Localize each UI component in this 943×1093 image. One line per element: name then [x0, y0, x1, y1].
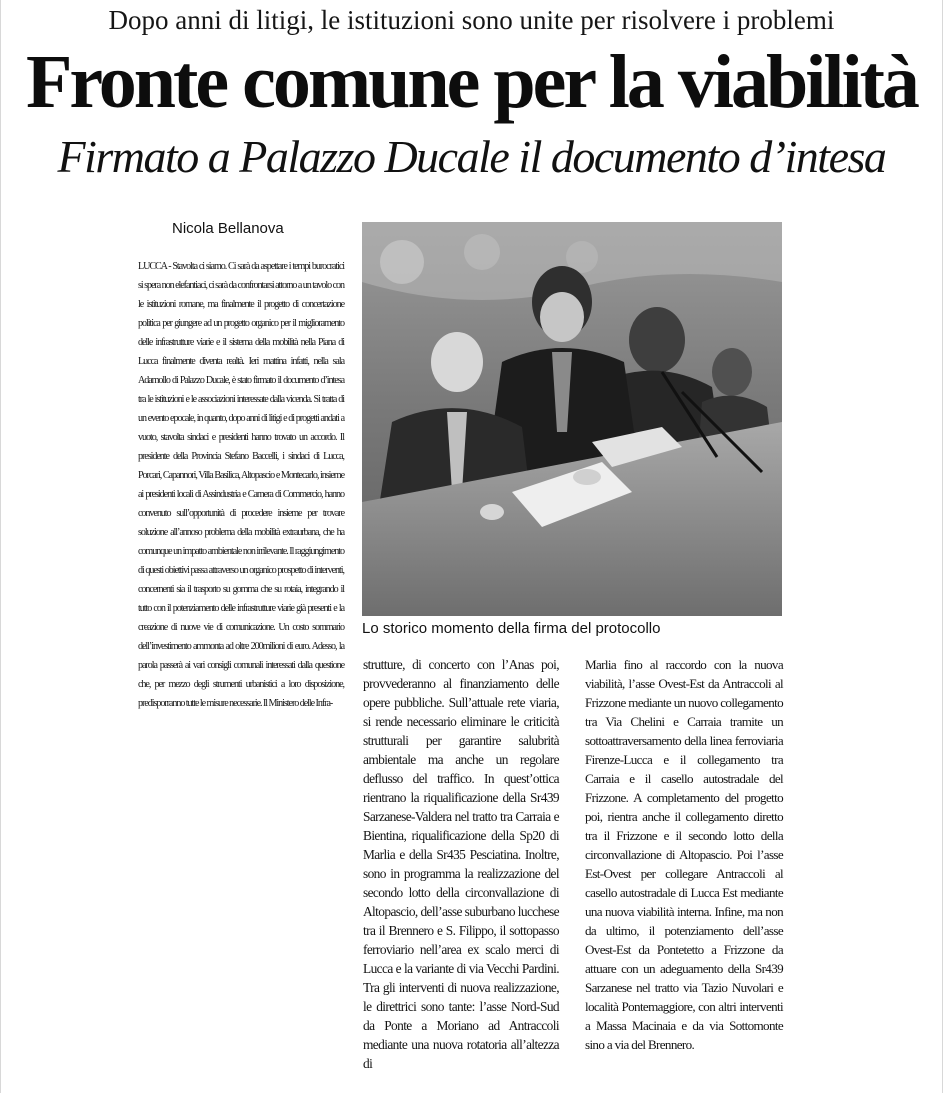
- column-3-text: Marlia fino al raccordo con la nuova viabilità, l’asse Ovest-Est da Antraccoli al Frizzone mediante un nuovo collegamento tra Via Chelini e Carraia tramite un sottoattraversamento della linea ferroviaria Firenze-Lucca e il collegamento tra Carraia e il casello autostradale del Frizzone. A completamento del progetto poi, rientra anche il collegamento diretto tra il Frizzone e il secondo lotto della circonvallazione di Altopascio. Poi l’asse Est-Ovest per collegare Antraccoli al casello autostradale di Lucca Est mediante una nuova viabilità interna. Infine, ma non da ultimo, il potenziamento dell’asse Ovest-Est da Pontetetto a Frizzone da attuare con un adeguamento della Sr439 Sarzanese nel tratto via Tazio Nuvolari e località Pontemaggiore, con altri interventi a Massa Macinaia e da via Sottomonte sino a via del Brennero.: [585, 657, 783, 1052]
- byline: Nicola Bellanova: [172, 220, 284, 237]
- article-column-2: [363, 655, 559, 1073]
- kicker: Dopo anni di litigi, le istituzioni sono unite per risolvere i problemi: [108, 5, 835, 35]
- article-column-1: [138, 257, 344, 713]
- signing-photo: [362, 222, 782, 616]
- column-1-text: LUCCA - Stavolta ci siamo. Ci sarà da aspettare i tempi burocratici si spera non elefantiaci, ci sarà da confrontarsi attorno a un tavolo con le istituzioni romane, ma finalmente il progetto di concertazione politica per giungere ad un progetto organico per il miglioramento delle infrastrutture viarie e il sistema della mobilità nella Piana di Lucca finalmente diventa realtà. Ieri mattina infatti, nella sala Adamollo di Palazzo Ducale, è stato firmato il documento d’intesa tra le istituzioni e le associazioni interessate dalla vicenda. Si tratta di un evento epocale, in quanto, dopo anni di litigi e di progetti andati a vuoto, stavolta sindaci e presidenti hanno trovato un accordo. Il presidente della Provincia Stefano Baccelli, i sindaci di Lucca, Porcari, Capannori, Villa Basilica, Altopascio e Montecarlo, insieme ai presidenti locali di Assindustria e Camera di Commercio, hanno convenuto sull’opportunità di procedere insieme per trovare soluzione all’annoso problema della mobilità extraurbana, che ha comunque un impatto ambientale non irrilevante. Il raggiungimento di questi obiettivi passa attraverso un organico prospetto di interventi, concernenti sia il trasporto su gomma che su rotaia, integrando il tutto con il potenziamento delle infrastrutture viarie già presenti e la creazione di nuove vie di comunicazione. Un costo sommario dell’investimento ammonta ad oltre 200milioni di euro. Adesso, la parola passerà ai vari consigli comunali interessati dalla questione che, per mezzo degli strumenti urbanistici a loro disposizione, predisporranno tutte le misure necessarie. Il Ministero delle Infra-: [138, 261, 344, 709]
- article-column-3: [585, 655, 783, 1054]
- column-2-text: strutture, di concerto con l’Anas poi, provvederanno al finanziamento delle opere pubbliche. Sull’attuale rete viaria, si rende necessario eliminare le criticità strutturali per garantire salubrità ambientale ma anche un regolare deflusso del traffico. In quest’ottica rientrano la riqualificazione della Sr439 Sarzanese-Valdera nel tratto tra Carraia e Bientina, riqualificazione della Sp20 di Marlia e della Sr435 Pesciatina. Inoltre, sono in programma la realizzazione del secondo lotto della circonvallazione di Altopascio, dell’asse suburbano lucchese tra il Brennero e S. Filippo, il sottopasso ferroviario nell’area ex scalo merci di Lucca e la variante di via Vecchi Pardini. Tra gli interventi di nuova realizzazione, le direttrici sono tante: l’asse Nord-Sud da Ponte a Moriano ad Antraccoli mediante una nuova rotatoria all’altezza di: [363, 657, 559, 1071]
- photo-caption: Lo storico momento della firma del protocollo: [362, 620, 661, 637]
- subheadline: Firmato a Palazzo Ducale il documento d’intesa: [57, 131, 886, 182]
- headline: Fronte comune per la viabilità: [26, 40, 917, 124]
- page-border-left: [0, 0, 1, 1093]
